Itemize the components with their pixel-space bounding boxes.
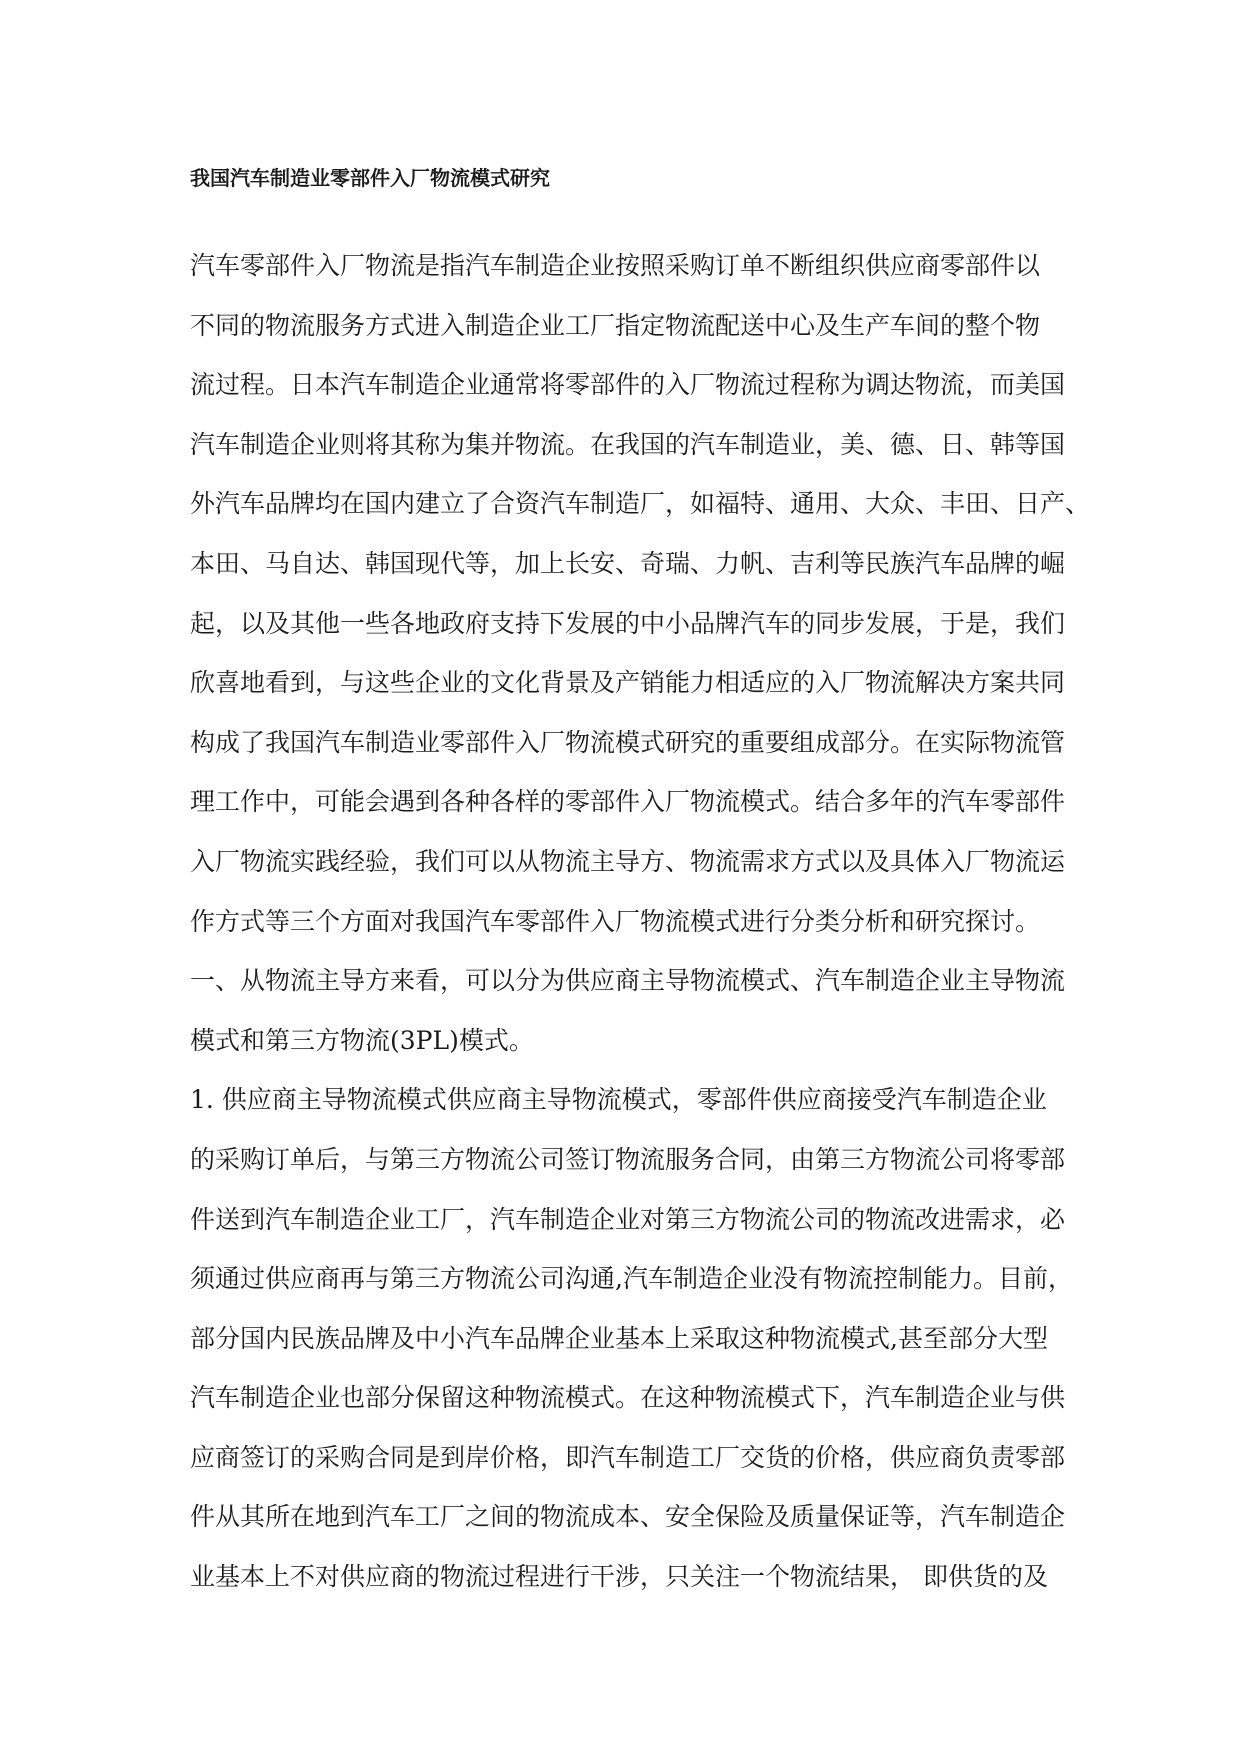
text-line: 汽车制造企业也部分保留这种物流模式。在这种物流模式下，汽车制造企业与供	[190, 1383, 1066, 1413]
section-heading-line: 模式和第三方物流(3PL)模式。	[190, 1025, 534, 1055]
text-line: 汽车零部件入厂物流是指汽车制造企业按照采购订单不断组织供应商零部件以	[190, 251, 1041, 280]
numbered-item-line: 1. 供应商主导物流模式供应商主导物流模式，零部件供应商接受汽车制造企业	[190, 1085, 1047, 1115]
text-line: 部分国内民族品牌及中小汽车品牌企业基本上采取这种物流模式,甚至部分大型	[190, 1323, 1048, 1353]
text-line: 起，以及其他一些各地政府支持下发展的中小品牌汽车的同步发展，于是，我们	[190, 608, 1066, 638]
text-line: 欣喜地看到，与这些企业的文化背景及产销能力相适应的入厂物流解决方案共同	[190, 668, 1066, 698]
text-line: 流过程。日本汽车制造企业通常将零部件的入厂物流过程称为调达物流，而美国	[190, 370, 1066, 400]
text-line: 须通过供应商再与第三方物流公司沟通,汽车制造企业没有物流控制能力。目前，	[190, 1264, 1073, 1294]
document-body	[190, 246, 1091, 1617]
text-line: 本田、马自达、韩国现代等，加上长安、奇瑞、力帆、吉利等民族汽车品牌的崛	[190, 548, 1066, 578]
text-line: 作方式等三个方面对我国汽车零部件入厂物流模式进行分类分析和研究探讨。	[190, 906, 1041, 936]
text-line: 不同的物流服务方式进入制造企业工厂指定物流配送中心及生产车间的整个物	[190, 310, 1041, 340]
text-line: 件送到汽车制造企业工厂，汽车制造企业对第三方物流公司的物流改进需求，必	[190, 1204, 1066, 1234]
text-line: 入厂物流实践经验，我们可以从物流主导方、物流需求方式以及具体入厂物流运	[190, 846, 1066, 876]
text-line: 构成了我国汽车制造业零部件入厂物流模式研究的重要组成部分。在实际物流管	[190, 727, 1066, 757]
text-line: 应商签订的采购合同是到岸价格，即汽车制造工厂交货的价格，供应商负责零部	[190, 1442, 1066, 1472]
text-line: 的采购订单后，与第三方物流公司签订物流服务合同，由第三方物流公司将零部	[190, 1144, 1066, 1174]
text-line: 汽车制造企业则将其称为集并物流。在我国的汽车制造业，美、德、日、韩等国	[190, 429, 1066, 459]
text-line: 件从其所在地到汽车工厂之间的物流成本、安全保险及质量保证等，汽车制造企	[190, 1502, 1066, 1532]
text-line: 外汽车品牌均在国内建立了合资汽车制造厂，如福特、通用、大众、丰田、日产、	[190, 489, 1091, 519]
document-title: 我国汽车制造业零部件入厂物流模式研究	[190, 166, 550, 190]
text-line: 业基本上不对供应商的物流过程进行干涉，只关注一个物流结果， 即供货的及	[190, 1562, 1048, 1592]
section-heading-line: 一、从物流主导方来看，可以分为供应商主导物流模式、汽车制造企业主导物流	[190, 966, 1066, 996]
text-line: 理工作中，可能会遇到各种各样的零部件入厂物流模式。结合多年的汽车零部件	[190, 787, 1066, 817]
